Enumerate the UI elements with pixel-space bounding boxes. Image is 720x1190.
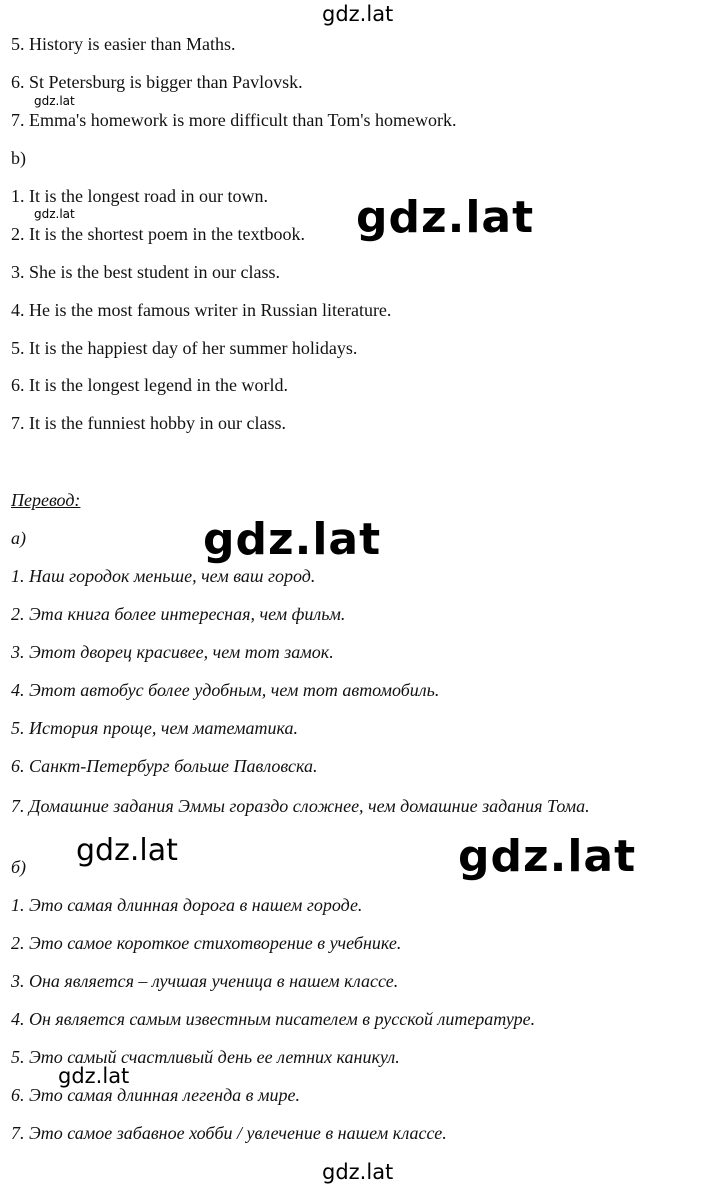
watermark-tiny-2: gdz.lat [34, 207, 75, 221]
translation-b-line-2: 2. Это самое короткое стихотворение в учебнике. [11, 933, 402, 953]
translation-b-line-3: 3. Она является – лучшая ученица в нашем классе. [11, 971, 399, 991]
watermark-bottom: gdz.lat [322, 1160, 394, 1184]
watermark-mid-left: gdz.lat [76, 833, 178, 868]
translation-a-line-2: 2. Эта книга более интересная, чем фильм. [11, 604, 346, 624]
watermark-lower-left: gdz.lat [58, 1064, 130, 1088]
english-a-line-7: 7. Emma's homework is more difficult than Tom's homework. [11, 110, 457, 130]
translation-b-label: б) [11, 857, 27, 877]
translation-b-line-4: 4. Он является самым известным писателем в русской литературе. [11, 1009, 536, 1029]
watermark-big-2: gdz.lat [203, 514, 382, 565]
translation-a-label: а) [11, 528, 26, 548]
english-b-line-4: 4. He is the most famous writer in Russian literature. [11, 300, 392, 320]
translation-a-line-4: 4. Этот автобус более удобным, чем тот автомобиль. [11, 680, 440, 700]
translation-b-line-7: 7. Это самое забавное хобби / увлечение в нашем классе. [11, 1123, 447, 1143]
translation-b-line-6: 6. Это самая длинная легенда в мире. [11, 1085, 300, 1105]
english-b-line-5: 5. It is the happiest day of her summer holidays. [11, 338, 358, 358]
translation-a-line-7: 7. Домашние задания Эммы гораздо сложнее, чем домашние задания Тома. [11, 796, 590, 816]
english-b-line-1: 1. It is the longest road in our town. [11, 186, 268, 206]
watermark-big-3: gdz.lat [458, 831, 637, 882]
english-a-line-6: 6. St Petersburg is bigger than Pavlovsk. [11, 72, 303, 92]
english-b-label: b) [11, 148, 26, 168]
english-b-line-3: 3. She is the best student in our class. [11, 262, 280, 282]
translation-b-line-5: 5. Это самый счастливый день ее летних каникул. [11, 1047, 400, 1067]
watermark-tiny-1: gdz.lat [34, 94, 75, 108]
english-b-line-2: 2. It is the shortest poem in the textbook. [11, 224, 305, 244]
watermark-top: gdz.lat [322, 2, 394, 26]
translation-a-line-3: 3. Этот дворец красивее, чем тот замок. [11, 642, 334, 662]
translation-a-line-5: 5. История проще, чем математика. [11, 718, 298, 738]
watermark-big-1: gdz.lat [356, 192, 535, 243]
english-b-line-7: 7. It is the funniest hobby in our class. [11, 413, 286, 433]
translation-a-line-6: 6. Санкт-Петербург больше Павловска. [11, 756, 318, 776]
translation-b-line-1: 1. Это самая длинная дорога в нашем городе. [11, 895, 363, 915]
english-a-line-5: 5. History is easier than Maths. [11, 34, 236, 54]
english-b-line-6: 6. It is the longest legend in the world. [11, 375, 288, 395]
translation-a-line-1: 1. Наш городок меньше, чем ваш город. [11, 566, 316, 586]
translation-heading: Перевод: [11, 490, 81, 510]
